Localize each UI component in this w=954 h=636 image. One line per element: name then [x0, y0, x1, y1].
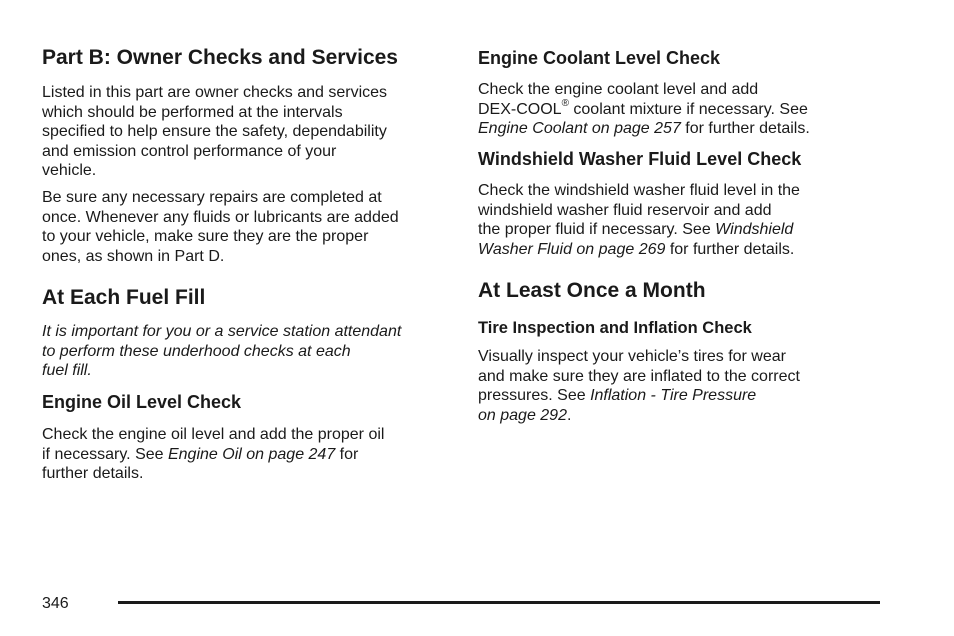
text-line: to perform these underhood checks at each [42, 342, 351, 360]
text-line [42, 445, 462, 465]
text-line: and emission control performance of your [42, 142, 337, 160]
text-line: ones, as shown in Part D. [42, 247, 225, 265]
washer-check-heading: Windshield Washer Fluid Level Check [478, 149, 802, 169]
text-line: once. Whenever any fluids or lubricants are added [42, 208, 399, 226]
text-line: Check the windshield washer fluid level in the [478, 182, 800, 199]
text-line [478, 406, 898, 426]
tire-check-heading: Tire Inspection and Inflation Check [478, 319, 752, 337]
text-line [478, 100, 898, 120]
text-segment: for [335, 445, 359, 463]
oil-check-paragraph [42, 425, 462, 484]
text-line: It is important for you or a service station attendant [42, 323, 402, 340]
text-segment: DEX-COOL [478, 100, 562, 118]
text-line [478, 119, 898, 139]
text-segment: coolant mixture if necessary. See [568, 100, 808, 118]
text-line: fuel fill. [42, 362, 92, 380]
text-line: and make sure they are inflated to the correct [478, 367, 800, 385]
footer-rule [118, 601, 880, 604]
washer-check-paragraph [478, 181, 898, 259]
fuel-fill-intro [42, 322, 462, 381]
text-segment: if necessary. See [42, 445, 168, 463]
text-segment: the proper fluid if necessary. See [478, 221, 716, 239]
page-number: 346 [42, 595, 69, 612]
text-line: windshield washer fluid reservoir and add [478, 201, 772, 219]
coolant-check-heading: Engine Coolant Level Check [478, 48, 721, 68]
tire-check-paragraph [478, 347, 898, 425]
tire-pressure-reference-cont: on page 292 [478, 406, 567, 424]
text-line [478, 220, 898, 240]
part-b-paragraph-2 [42, 188, 462, 266]
text-line: further details. [42, 465, 144, 483]
text-line: specified to help ensure the safety, dependability [42, 123, 387, 141]
text-line: Check the engine oil level and add the proper oil [42, 426, 385, 443]
text-segment: for further details. [665, 240, 795, 258]
oil-check-heading: Engine Oil Level Check [42, 392, 242, 412]
part-b-heading: Part B: Owner Checks and Services [42, 46, 398, 69]
windshield-washer-reference: Windshield [715, 221, 794, 239]
text-line: Be sure any necessary repairs are completed at [42, 189, 382, 206]
coolant-check-paragraph [478, 80, 898, 139]
windshield-washer-reference-cont: Washer Fluid on page 269 [478, 240, 666, 258]
text-segment: pressures. See [478, 387, 591, 405]
text-segment: . [566, 406, 572, 424]
text-line: Visually inspect your vehicle’s tires for wear [478, 348, 786, 365]
monthly-heading: At Least Once a Month [478, 279, 706, 302]
text-line: Listed in this part are owner checks and services [42, 84, 388, 101]
text-line: Check the engine coolant level and add [478, 81, 759, 98]
text-line: which should be performed at the intervals [42, 103, 343, 121]
engine-oil-reference: Engine Oil on page 247 [167, 445, 336, 463]
part-b-paragraph-1 [42, 83, 462, 181]
registered-mark: ® [561, 98, 569, 110]
text-line [478, 240, 898, 260]
text-line [478, 386, 898, 406]
text-segment: for further details. [680, 120, 810, 138]
text-line: to your vehicle, make sure they are the proper [42, 228, 369, 246]
text-line: vehicle. [42, 162, 97, 180]
fuel-fill-heading: At Each Fuel Fill [42, 286, 206, 309]
engine-coolant-reference: Engine Coolant on page 257 [478, 120, 681, 138]
tire-pressure-reference: Inflation - Tire Pressure [590, 387, 757, 405]
